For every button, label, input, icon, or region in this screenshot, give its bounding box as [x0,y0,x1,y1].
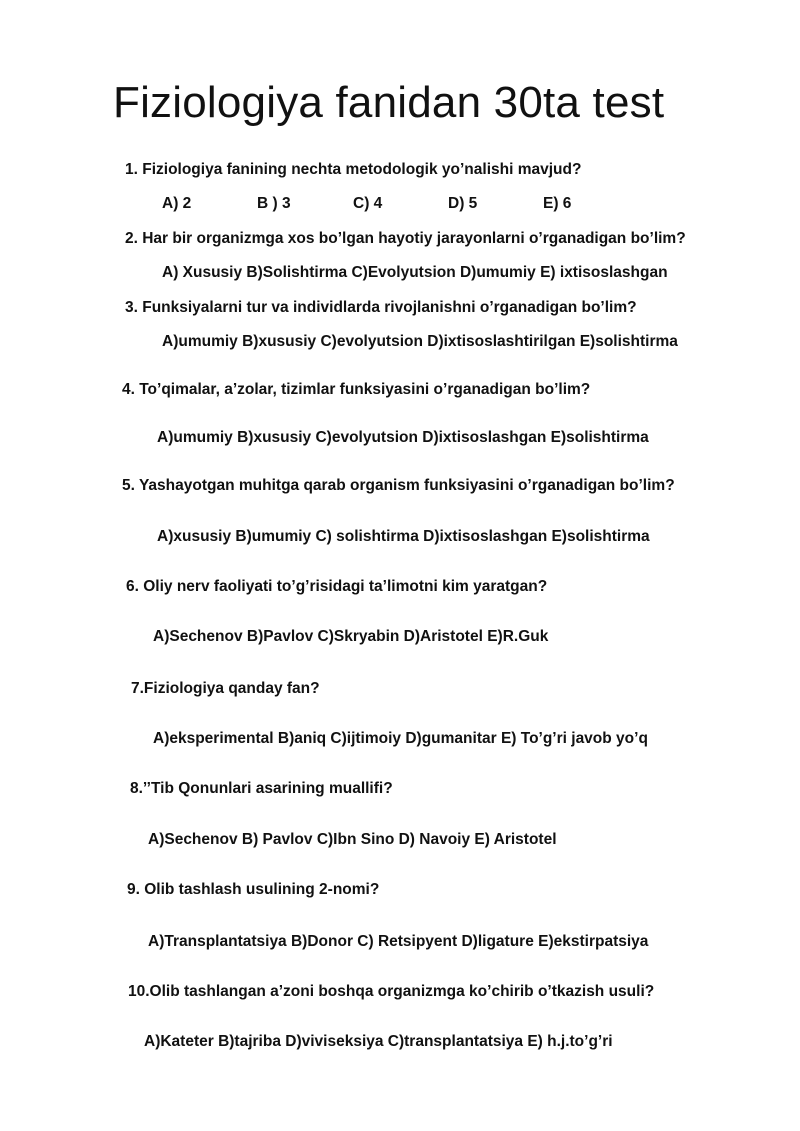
question-2-answers: A) Xususiy B)Solishtirma C)Evolyutsion D)umumiy E) ixtisoslashgan [162,264,668,281]
question-10-answers: A)Kateter B)tajriba D)viviseksiya C)transplantatsiya E) h.j.to’g’ri [144,1033,613,1050]
option-c: C) 4 [353,195,383,212]
question-5-answers: A)xususiy B)umumiy C) solishtirma D)ixtisoslashgan E)solishtirma [157,528,650,545]
question-1-options [162,194,571,214]
question-3: 3. Funksiyalarni tur va individlarda rivojlanishni o’rganadigan bo’lim? [125,299,637,316]
option-b: B ) 3 [257,195,291,212]
question-9-answers: A)Transplantatsiya B)Donor C) Retsipyent D)ligature E)ekstirpatsiya [148,933,649,950]
question-1: 1. Fiziologiya fanining nechta metodologik yo’nalishi mavjud? [125,161,582,178]
question-6-answers: A)Sechenov B)Pavlov C)Skryabin D)Aristotel E)R.Guk [153,628,549,645]
option-a: A) 2 [162,195,192,212]
question-9: 9. Olib tashlash usulining 2-nomi? [127,881,380,898]
question-4-answers: A)umumiy B)xususiy C)evolyutsion D)ixtisoslashgan E)solishtirma [157,429,649,446]
option-d: D) 5 [448,195,478,212]
question-8: 8.’’Tib Qonunlari asarining muallifi? [130,780,393,797]
page-title: Fiziologiya fanidan 30ta test [113,78,665,127]
question-7-answers: A)eksperimental B)aniq C)ijtimoiy D)gumanitar E) To’g’ri javob yo’q [153,730,648,747]
question-2: 2. Har bir organizmga xos bo’lgan hayotiy jarayonlarni o’rganadigan bo’lim? [125,230,686,247]
question-5: 5. Yashayotgan muhitga qarab organism funksiyasini o’rganadigan bo’lim? [122,477,675,494]
question-4: 4. To’qimalar, a’zolar, tizimlar funksiyasini o’rganadigan bo’lim? [122,381,591,398]
question-10: 10.Olib tashlangan a’zoni boshqa organizmga ko’chirib o’tkazish usuli? [128,983,655,1000]
question-6: 6. Oliy nerv faoliyati to’g’risidagi ta’limotni kim yaratgan? [126,578,548,595]
question-8-answers: A)Sechenov B) Pavlov C)Ibn Sino D) Navoiy E) Aristotel [148,831,557,848]
option-e: E) 6 [543,195,572,212]
question-3-answers: A)umumiy B)xususiy C)evolyutsion D)ixtisoslashtirilgan E)solishtirma [162,333,678,350]
question-7: 7.Fiziologiya qanday fan? [131,680,320,697]
